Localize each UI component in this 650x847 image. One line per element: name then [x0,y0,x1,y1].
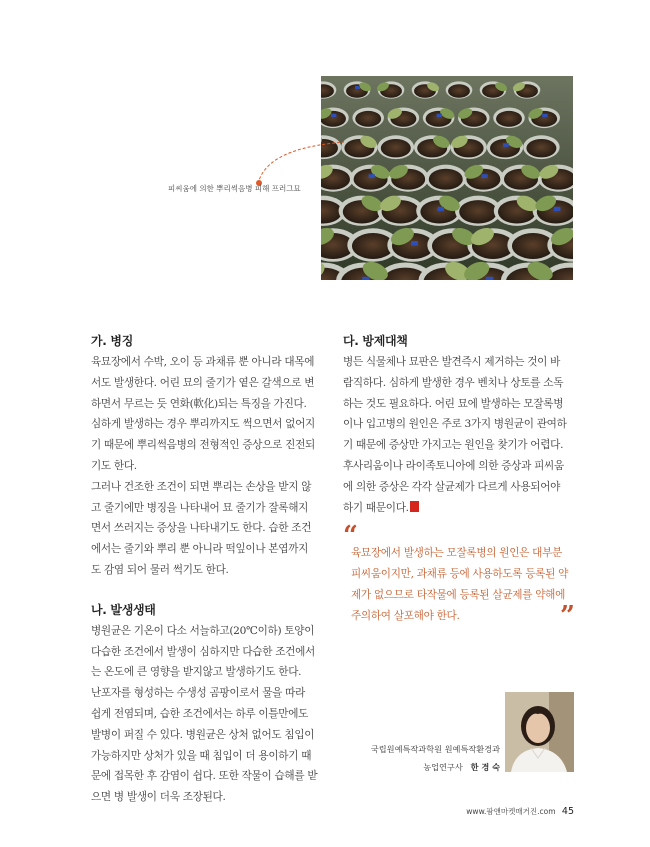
body-line: 으면 병 발생이 더욱 조장된다. [91,791,226,804]
body-line: 는 온도에 큰 영향을 받지않고 발생하기도 한다. [91,666,302,679]
left-column [91,330,317,808]
body-line: 심하게 발생하는 경우 뿌리까지도 썩으면서 없어지 [91,418,315,431]
tray-cell-soil [448,84,470,97]
photo-caption: 피씨움에 의한 뿌리썩음병 피해 프러그묘 [168,184,301,193]
grafting-clip [486,277,493,280]
author-title-line [371,758,500,776]
pull-quote [343,521,575,631]
body-line: 기 때문에 뿌리썩음병의 전형적인 증상으로 진전되 [91,439,315,452]
section-b-body [91,621,317,808]
close-quote-mark: ” [560,601,575,631]
grafting-clip [481,174,487,178]
grafting-clip [362,277,369,280]
page-number: 45 [561,806,574,817]
body-line: 기 때문에 증상만 가지고는 원인을 찾기가 어렵다. [343,439,564,452]
section-a-title: 가. 병징 [91,334,134,348]
pull-quote-text [351,543,568,627]
section-c-title: 다. 방제대책 [343,334,408,348]
body-line: 후사리움이나 라이족토니아에 의한 증상과 피씨움 [343,459,564,472]
body-line: 하는 것도 필요하다. 어린 묘에 발생하는 모잘록병 [343,397,564,410]
footer-url[interactable]: www.팜앤마켓매거진.com [466,807,556,816]
grafting-clip [369,174,375,178]
body-line [343,498,567,519]
body-line: 병든 식물체나 묘판은 발견즉시 제거하는 것이 바 [343,356,561,368]
author-portrait-illustration [505,692,574,772]
page-footer [466,806,574,817]
body-line: 이나 입고병의 원인은 주로 3가지 병원균이 관여하 [343,418,567,431]
body-line: 서도 발생한다. 어린 묘의 줄기가 옅은 갈색으로 변 [91,376,315,389]
body-line: 기도 한다. [91,459,137,472]
author-credit [371,740,500,776]
body-line: 람직하다. 심하게 발생한 경우 벤치나 상토를 소독 [343,376,564,389]
tray-cell-soil [459,200,497,223]
body-line: 고 줄기에만 병징을 나타내어 묘 줄기가 잘록해지 [91,501,309,514]
body-line: 난포자를 형성하는 수생성 곰팡이로서 물을 따라 [91,687,306,700]
body-line: 발병이 퍼질 수 있다. 병원균은 상처 없어도 침입이 [91,728,315,741]
tray-cell-soil [526,139,556,157]
seedling-tray-photo [321,76,573,280]
tray-cell-soil [355,111,381,127]
grafting-clip [355,86,360,89]
body-line-text: 하기 때문이다. [343,501,409,514]
body-line: 그러나 건조한 조건이 되면 뿌리는 손상을 받지 않 [91,480,312,493]
author-affiliation: 국립원예특작과학원 원예특작환경과 [370,744,500,754]
quote-line: 주의하여 살포해야 한다. [351,610,460,622]
body-line: 가능하지만 상처가 있을 때 침입이 더 용이하기 때 [91,749,312,762]
section-a-body [91,352,317,581]
grafting-clip [437,114,442,117]
body-line: 다습한 조건에서 발생이 심하지만 다습한 조건에서 [91,645,315,658]
author-name: 한 경 숙 [470,762,500,772]
quote-line: 피씨움이지만, 과채류 등에 사용하도록 등록된 약 [351,568,569,580]
tray-cell-soil [429,169,463,190]
author-position: 농업연구사 [423,762,463,772]
body-line: 도 감염 되어 물러 썩기도 한다. [91,563,229,576]
grafting-clip [437,207,444,211]
quote-line: 육묘장에서 발생하는 모잘록병의 원인은 대부분 [351,547,562,559]
caption-leader-line [256,138,346,188]
article-end-mark-icon [410,501,419,512]
grafting-clip [503,143,509,147]
grafting-clip [542,114,547,117]
grafting-clip [331,114,336,117]
tray-cell-soil [496,111,522,127]
section-b-title: 나. 발생생태 [91,602,156,617]
tray-cell-soil [381,139,411,157]
grafting-clip [554,207,561,211]
body-line: 육묘장에서 수박, 오이 등 과채류 뿐 아니라 대목에 [91,356,315,368]
right-column [343,330,567,518]
section-c-body [343,352,567,518]
body-line: 에서는 줄기와 뿌리 뿐 아니라 떡잎이나 본엽까지 [91,543,309,556]
grafting-clip [411,241,418,246]
seedling-tray-illustration [321,76,573,280]
author-portrait-photo [505,692,574,772]
quote-line: 제가 없으므로 타작물에 등록된 살균제를 약해에 [351,589,566,601]
body-line: 쉽게 전염되며, 습한 조건에서는 하루 이틀만에도 [91,707,309,720]
body-line: 병원균은 기온이 다소 서늘하고(20℃이하) 토양이 [91,624,315,637]
body-line: 에 의한 증상은 각각 살균제가 다르게 사용되어야 [343,480,561,493]
open-quote-mark: “ [343,521,358,551]
body-line: 문에 접목한 후 감염이 쉽다. 또한 작물이 습해를 받 [91,770,318,783]
body-line: 면서 쓰러지는 증상을 나타내기도 한다. 습한 조건 [91,522,312,535]
body-line: 하면서 무르는 듯 연화(軟化)되는 특징을 가진다. [91,397,307,410]
